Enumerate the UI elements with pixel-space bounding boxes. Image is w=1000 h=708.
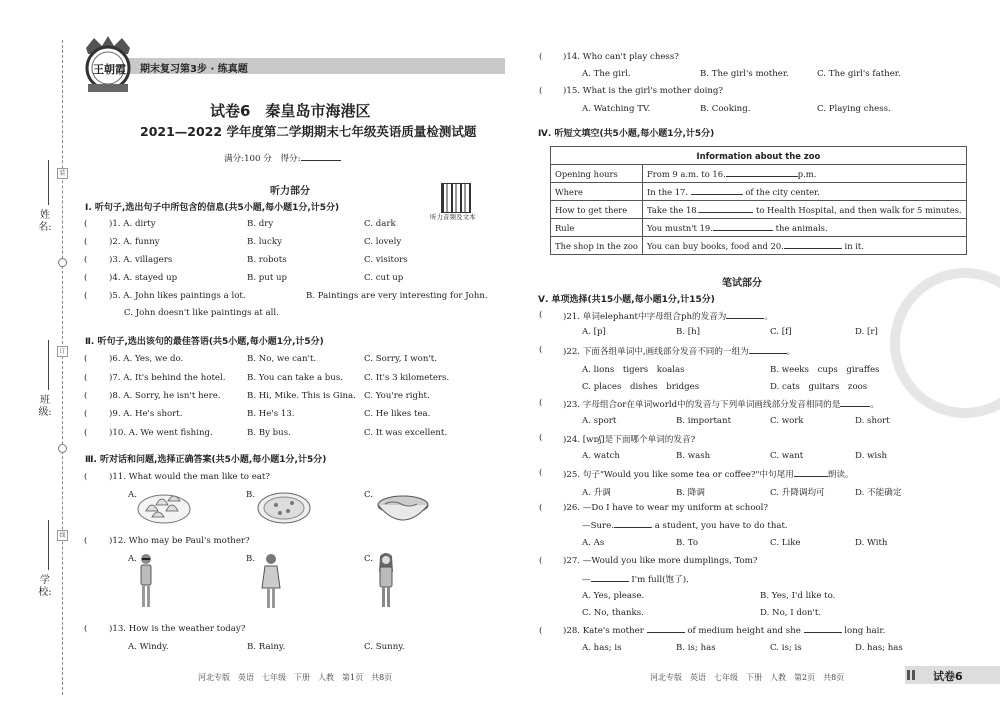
q11-stem: )11. What would the man like to eat?: [109, 472, 270, 482]
q14-b[interactable]: B. The girl's mother.: [700, 69, 789, 79]
q4-c[interactable]: C. cut up: [364, 273, 404, 283]
q1-a[interactable]: )1. A. dirty: [109, 219, 156, 229]
binding-mark-1: 装: [57, 168, 68, 179]
q25-stem: )25. 句子"Would you like some tea or coffee?"中句尾用 朗读。: [563, 470, 854, 480]
q28-stem: )28. Kate's mother of medium height and she long hair.: [563, 626, 886, 636]
q12-stem: )12. Who may be Paul's mother?: [109, 536, 250, 546]
q22-d[interactable]: D. cats guitars zoos: [770, 382, 868, 392]
q25-b[interactable]: B. 降调: [676, 488, 705, 498]
binding-mark-2: 订: [57, 346, 68, 357]
q21-d[interactable]: D. [r]: [855, 327, 878, 337]
table-row: The shop in the zoo You can buy books, food and 20. in it.: [551, 237, 967, 255]
q22-c[interactable]: C. places dishes bridges: [582, 382, 700, 392]
noodle-bowl-icon[interactable]: [375, 491, 431, 525]
q15-stem: )15. What is the girl's mother doing?: [563, 86, 724, 96]
q28-d[interactable]: D. has; has: [855, 643, 903, 653]
q6-a[interactable]: )6. A. Yes, we do.: [109, 354, 184, 364]
q28-b[interactable]: B. is; has: [676, 643, 716, 653]
q8-a[interactable]: )8. A. Sorry, he isn't here.: [109, 391, 221, 401]
q21-c[interactable]: C. [f]: [770, 327, 792, 337]
q26-blank[interactable]: [614, 527, 652, 528]
table-row: Rule You mustn't 19. the animals.: [551, 219, 967, 237]
q15-a[interactable]: A. Watching TV.: [582, 104, 651, 114]
q6-c[interactable]: C. Sorry, I won't.: [364, 354, 437, 364]
q13-c[interactable]: C. Sunny.: [364, 642, 405, 652]
section-3-title: Ⅲ. 听对话和问题,选择正确答案(共5小题,每小题1分,计5分): [85, 455, 327, 465]
table-row: Where In the 17. of the city center.: [551, 183, 967, 201]
q13-b[interactable]: B. Rainy.: [247, 642, 286, 652]
q10-a[interactable]: )10. A. We went fishing.: [109, 428, 213, 438]
q26-a[interactable]: A. As: [582, 538, 605, 548]
q14-stem: )14. Who can't play chess?: [563, 52, 679, 62]
q25-blank[interactable]: [794, 476, 828, 477]
q27-blank[interactable]: [591, 581, 629, 582]
q3-b[interactable]: B. robots: [247, 255, 287, 265]
section-2-title: Ⅱ. 听句子,选出该句的最佳答语(共5小题,每小题1分,计5分): [85, 337, 324, 347]
school-blank[interactable]: [48, 520, 49, 570]
q24-stem: )24. [wɒʃ]是下面哪个单词的发音?: [563, 435, 696, 445]
q28-a[interactable]: A. has; is: [582, 643, 622, 653]
q9-c[interactable]: C. He likes tea.: [364, 409, 431, 419]
q5-b[interactable]: B. Paintings are very interesting for John.: [306, 291, 488, 301]
header-label: 期末复习第3步 · 练真题: [140, 64, 248, 75]
q5-a[interactable]: )5. A. John likes paintings a lot.: [109, 291, 246, 301]
q14-a[interactable]: A. The girl.: [582, 69, 631, 79]
q7-c[interactable]: C. It's 3 kilometers.: [364, 373, 450, 383]
table-row: How to get there Take the 18. to Health Hospital, and then walk for 5 minutes.: [551, 201, 967, 219]
binding-hole-1: [58, 258, 67, 267]
watermark-stamp-icon: [890, 268, 1000, 418]
logo: [78, 34, 138, 94]
class-blank[interactable]: [48, 340, 49, 390]
q28-c[interactable]: C. is; is: [770, 643, 802, 653]
score-label: 满分:100 分 得分:: [224, 152, 341, 164]
q24-c[interactable]: C. want: [770, 451, 804, 461]
section-4-title: Ⅳ. 听短文填空(共5小题,每小题1分,计5分): [538, 129, 715, 139]
footer-tag: [905, 666, 1000, 684]
table-title: Information about the zoo: [551, 147, 967, 165]
q25-d[interactable]: D. 不能确定: [855, 488, 902, 498]
section-5-title: Ⅴ. 单项选择(共15小题,每小题1分,计15分): [538, 295, 715, 305]
q6-b[interactable]: B. No, we can't.: [247, 354, 317, 364]
q23-stem: )23. 字母组合or在单词world中的发音与下列单词画线部分发音相同的是 。: [563, 400, 879, 410]
qr-caption: 听力音频及文本: [430, 213, 476, 221]
q22-stem: )22. 下面各组单词中,画线部分发音不同的一组为 。: [563, 347, 796, 357]
score-blank[interactable]: [301, 160, 341, 161]
grid-icon: [907, 670, 917, 680]
q2-b[interactable]: B. lucky: [247, 237, 282, 247]
binding-hole-2: [58, 444, 67, 453]
binding-mark-3: 线: [57, 530, 68, 541]
q3-a[interactable]: )3. A. villagers: [109, 255, 173, 265]
logo-text: 王朝霞: [93, 63, 126, 76]
q23-c[interactable]: C. work: [770, 416, 804, 426]
footer-tag-label: 试卷6: [933, 670, 963, 683]
blank-19[interactable]: [713, 230, 773, 231]
q11-a-label[interactable]: A.: [128, 490, 137, 500]
table-row: Opening hours From 9 a.m. to 16. p.m.: [551, 165, 967, 183]
q7-b[interactable]: B. You can take a bus.: [247, 373, 343, 383]
q27-a[interactable]: A. Yes, please.: [582, 591, 645, 601]
q8-c[interactable]: C. You're right.: [364, 391, 430, 401]
q11-b-label[interactable]: B.: [246, 490, 256, 500]
q23-a[interactable]: A. sport: [582, 416, 617, 426]
q21-a[interactable]: A. [p]: [582, 327, 606, 337]
blank-20[interactable]: [784, 248, 842, 249]
q4-b[interactable]: B. put up: [247, 273, 288, 283]
q28-blank-1[interactable]: [647, 632, 685, 633]
school-label: 学校:: [38, 575, 52, 598]
q26-d[interactable]: D. With: [855, 538, 888, 548]
listening-heading: 听力部分: [270, 186, 310, 197]
qr-code-icon[interactable]: [441, 183, 471, 213]
q12-a-label[interactable]: A.: [128, 554, 137, 564]
section-1-title: Ⅰ. 听句子,选出句子中所包含的信息(共5小题,每小题1分,计5分): [85, 203, 340, 213]
name-label: 姓名:: [38, 210, 52, 233]
blank-16[interactable]: [726, 176, 798, 177]
q25-c[interactable]: C. 升降调均可: [770, 488, 825, 498]
paper-subtitle: 2021—2022 学年度第二学期期末七年级英语质量检测试题: [140, 124, 477, 139]
q26-line2: —Sure. a student, you have to do that.: [582, 521, 788, 531]
writing-heading: 笔试部分: [722, 278, 762, 289]
footer-left: 河北专版 英语 七年级 下册 人教 第1页 共8页: [198, 673, 393, 682]
q24-d[interactable]: D. wish: [855, 451, 888, 461]
q24-b[interactable]: B. wash: [676, 451, 711, 461]
q28-blank-2[interactable]: [804, 632, 842, 633]
q12-c-label[interactable]: C.: [364, 554, 374, 564]
q27-c[interactable]: C. No, thanks.: [582, 608, 644, 618]
q13-stem: )13. How is the weather today?: [109, 624, 246, 634]
q15-b[interactable]: B. Cooking.: [700, 104, 751, 114]
pizza-icon[interactable]: [256, 491, 312, 525]
q1-b[interactable]: B. dry: [247, 219, 274, 229]
q13-a[interactable]: A. Windy.: [128, 642, 169, 652]
q24-a[interactable]: A. watch: [582, 451, 620, 461]
dumplings-icon[interactable]: [136, 491, 192, 525]
q27-line2: — I'm full(饱了).: [582, 575, 689, 585]
q10-b[interactable]: B. By bus.: [247, 428, 291, 438]
q4-a[interactable]: )4. A. stayed up: [109, 273, 178, 283]
q26-c[interactable]: C. Like: [770, 538, 801, 548]
q2-a[interactable]: )2. A. funny: [109, 237, 160, 247]
zoo-info-table: [550, 146, 967, 255]
binding-line: [62, 40, 63, 695]
class-label: 班级:: [38, 395, 52, 418]
q9-b[interactable]: B. He's 13.: [247, 409, 295, 419]
woman-glasses-icon[interactable]: [136, 552, 156, 612]
q23-d[interactable]: D. short: [855, 416, 890, 426]
q1-c[interactable]: C. dark: [364, 219, 396, 229]
q27-stem: )27. —Would you like more dumplings, Tom?: [563, 556, 758, 566]
q3-c[interactable]: C. visitors: [364, 255, 408, 265]
q22-a[interactable]: A. lions tigers koalas: [582, 365, 685, 375]
q21-blank[interactable]: [726, 318, 764, 319]
q2-c[interactable]: C. lovely: [364, 237, 402, 247]
q8-b[interactable]: B. Hi, Mike. This is Gina.: [247, 391, 356, 401]
q22-b[interactable]: B. weeks cups giraffes: [770, 365, 880, 375]
q10-c[interactable]: C. It was excellent.: [364, 428, 448, 438]
q11-c-label[interactable]: C.: [364, 490, 374, 500]
q7-a[interactable]: )7. A. It's behind the hotel.: [109, 373, 226, 383]
q25-a[interactable]: A. 升调: [582, 488, 611, 498]
q12-b-label[interactable]: B.: [246, 554, 256, 564]
q21-b[interactable]: B. [h]: [676, 327, 701, 337]
q5-c[interactable]: C. John doesn't like paintings at all.: [124, 308, 279, 318]
q14-c[interactable]: C. The girl's father.: [817, 69, 901, 79]
q9-a[interactable]: )9. A. He's short.: [109, 409, 183, 419]
q26-b[interactable]: B. To: [676, 538, 699, 548]
q27-d[interactable]: D. No, I don't.: [760, 608, 822, 618]
q21-stem: )21. 单词elephant中字母组合ph的发音为 。: [563, 312, 773, 322]
blank-17[interactable]: [691, 194, 743, 195]
q22-blank[interactable]: [749, 353, 787, 354]
name-blank[interactable]: [48, 160, 49, 205]
q15-c[interactable]: C. Playing chess.: [817, 104, 891, 114]
woman-long-hair-icon[interactable]: [375, 552, 397, 612]
q23-b[interactable]: B. important: [676, 416, 732, 426]
girl-icon[interactable]: [260, 552, 282, 612]
paper-title: 试卷6 秦皇岛市海港区: [210, 102, 371, 120]
q26-stem: )26. —Do I have to wear my uniform at school?: [563, 503, 769, 513]
q27-b[interactable]: B. Yes, I'd like to.: [760, 591, 836, 601]
footer-right: 河北专版 英语 七年级 下册 人教 第2页 共8页: [650, 673, 845, 682]
blank-18[interactable]: [699, 212, 753, 213]
q23-blank[interactable]: [840, 406, 870, 407]
